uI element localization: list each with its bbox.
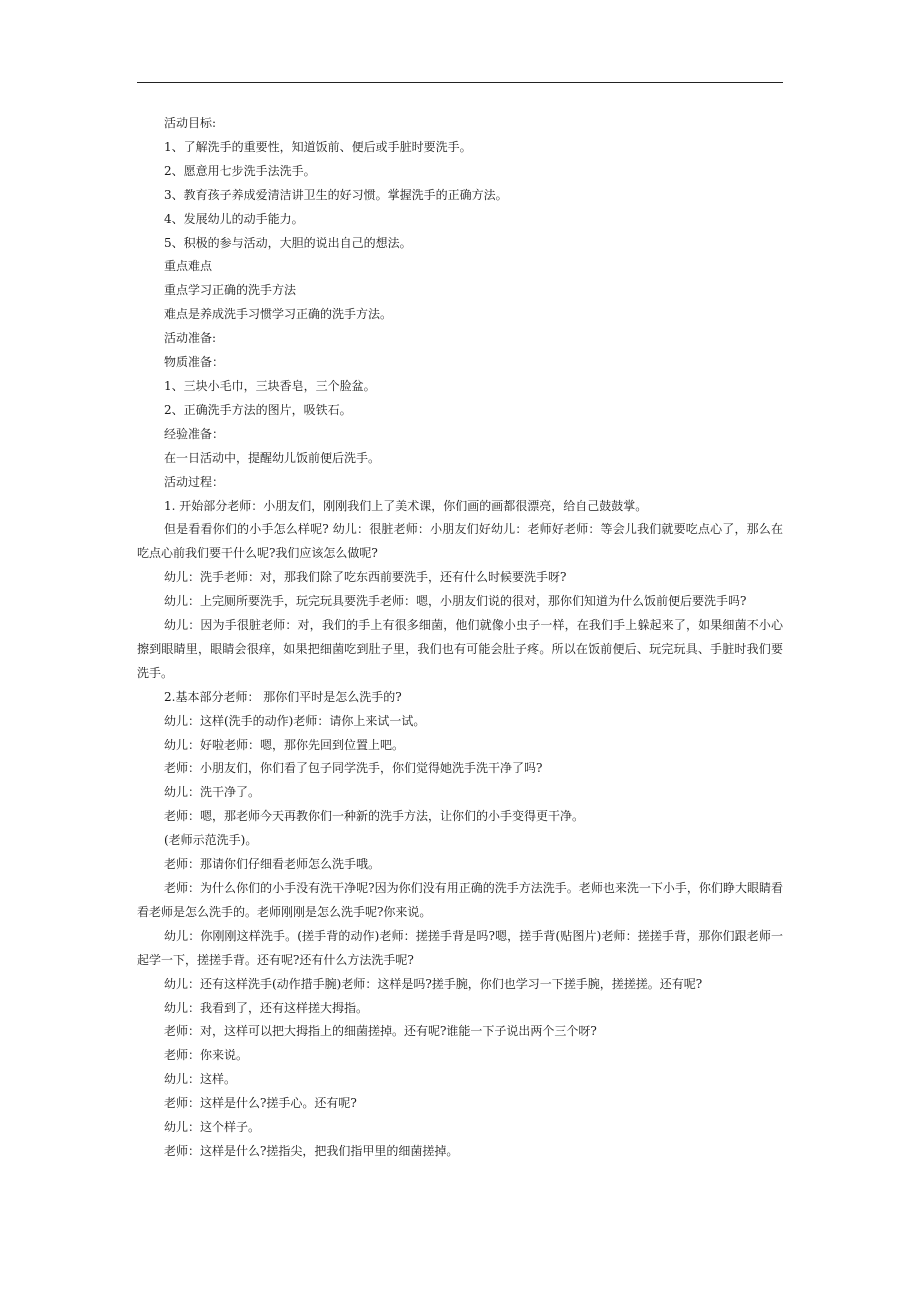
process-step-start: 1. 开始部分老师：小朋友们，刚刚我们上了美术课，你们画的画都很漂亮，给自己鼓鼓掌。 [164, 498, 648, 513]
experience-text: 在一日活动中，提醒幼儿饭前便后洗手。 [164, 450, 381, 465]
material-item: 2、正确洗手方法的图片，吸铁石。 [164, 402, 352, 417]
dialogue-paragraph: 幼儿：这个样子。 [164, 1120, 261, 1135]
material-item: 1、三块小毛巾，三块香皂，三个脸盆。 [164, 378, 376, 393]
section-heading-goals: 活动目标: [164, 116, 217, 130]
dialogue-paragraph: 老师：你来说。 [164, 1048, 249, 1063]
dialogue-paragraph: 老师：那请你们仔细看老师怎么洗手哦。 [164, 857, 381, 872]
dialogue-paragraph: 幼儿：上完厕所要洗手，玩完玩具要洗手老师：嗯，小朋友们说的很对，那你们知道为什么饭前便后要洗手吗? [164, 594, 747, 609]
dialogue-paragraph: 老师：嗯，那老师今天再教你们一种新的洗手方法，让你们的小手变得更干净。 [164, 809, 585, 824]
dialogue-paragraph: 但是看看你们的小手怎么样呢? 幼儿：很脏老师：小朋友们好幼儿：老师好老师：等会儿我们就要吃点心了，那么在吃点心前我们要干什么呢?我们应该怎么做呢? [137, 522, 783, 561]
section-heading-focus: 重点难点 [164, 259, 213, 274]
dialogue-paragraph: 幼儿：还有这样洗手(动作措手腕)老师：这样是吗?搓手腕，你们也学习一下搓手腕，搓搓搓。还有呢? [164, 976, 703, 991]
header-rule [137, 82, 783, 83]
subheading-experience: 经验准备： [164, 426, 225, 441]
dialogue-paragraph: 老师：小朋友们，你们看了包子同学洗手，你们觉得她洗手洗干净了吗? [164, 761, 543, 776]
goal-item: 4、发展幼儿的动手能力。 [164, 211, 304, 226]
section-heading-process: 活动过程： [164, 474, 225, 489]
dialogue-paragraph: 幼儿：这样(洗手的动作)老师：请你上来试一试。 [164, 713, 426, 728]
difficulty-text: 难点是养成洗手习惯学习正确的洗手方法。 [164, 307, 393, 322]
dialogue-paragraph: 老师：这样是什么?搓手心。还有呢? [164, 1096, 357, 1111]
dialogue-paragraph: 幼儿：好啦老师：嗯，那你先回到位置上吧。 [164, 737, 405, 752]
subheading-materials: 物质准备： [164, 355, 225, 370]
dialogue-paragraph: 幼儿：我看到了，还有这样搓大拇指。 [164, 1000, 369, 1015]
stage-direction: (老师示范洗手)。 [164, 833, 258, 848]
dialogue-paragraph: 幼儿：洗干净了。 [164, 785, 261, 800]
section-heading-preparation: 活动准备: [164, 331, 217, 346]
goal-item: 5、积极的参与活动，大胆的说出自己的想法。 [164, 235, 412, 250]
goal-item: 3、教育孩子养成爱清洁讲卫生的好习惯。掌握洗手的正确方法。 [164, 187, 508, 202]
dialogue-paragraph: 幼儿：洗手老师：对，那我们除了吃东西前要洗手，还有什么时候要洗手呀? [164, 570, 567, 585]
dialogue-paragraph: 幼儿：这样。 [164, 1072, 237, 1087]
document-body [137, 112, 783, 1164]
goal-item: 1、了解洗手的重要性，知道饭前、便后或手脏时要洗手。 [164, 139, 472, 154]
dialogue-paragraph: 幼儿：你刚刚这样洗手。(搓手背的动作)老师：搓搓手背是吗?嗯，搓手背(贴图片)老师：搓搓手背，那你们跟老师一起学一下，搓搓手背。还有呢?还有什么方法洗手呢? [137, 928, 783, 967]
focus-text: 重点学习正确的洗手方法 [164, 283, 297, 298]
dialogue-paragraph: 老师：这样是什么?搓指尖，把我们指甲里的细菌搓掉。 [164, 1143, 459, 1158]
goal-item: 2、愿意用七步洗手法洗手。 [164, 163, 316, 178]
dialogue-paragraph: 老师：对，这样可以把大拇指上的细菌搓掉。还有呢?谁能一下子说出两个三个呀? [164, 1024, 597, 1039]
process-step-basic: 2.基本部分老师： 那你们平时是怎么洗手的? [164, 689, 402, 704]
dialogue-paragraph: 幼儿：因为手很脏老师：对，我们的手上有很多细菌，他们就像小虫子一样，在我们手上躲起来了，如果细菌不小心擦到眼睛里，眼睛会很痒，如果把细菌吃到肚子里，我们也有可能会肚子疼。所以在饭前便后、玩完玩具、手脏时我们要洗手。 [137, 618, 783, 680]
dialogue-paragraph: 老师：为什么你们的小手没有洗干净呢?因为你们没有用正确的洗手方法洗手。老师也来洗一下小手，你们睁大眼睛看看老师是怎么洗手的。老师刚刚是怎么洗手呢?你来说。 [137, 881, 783, 919]
